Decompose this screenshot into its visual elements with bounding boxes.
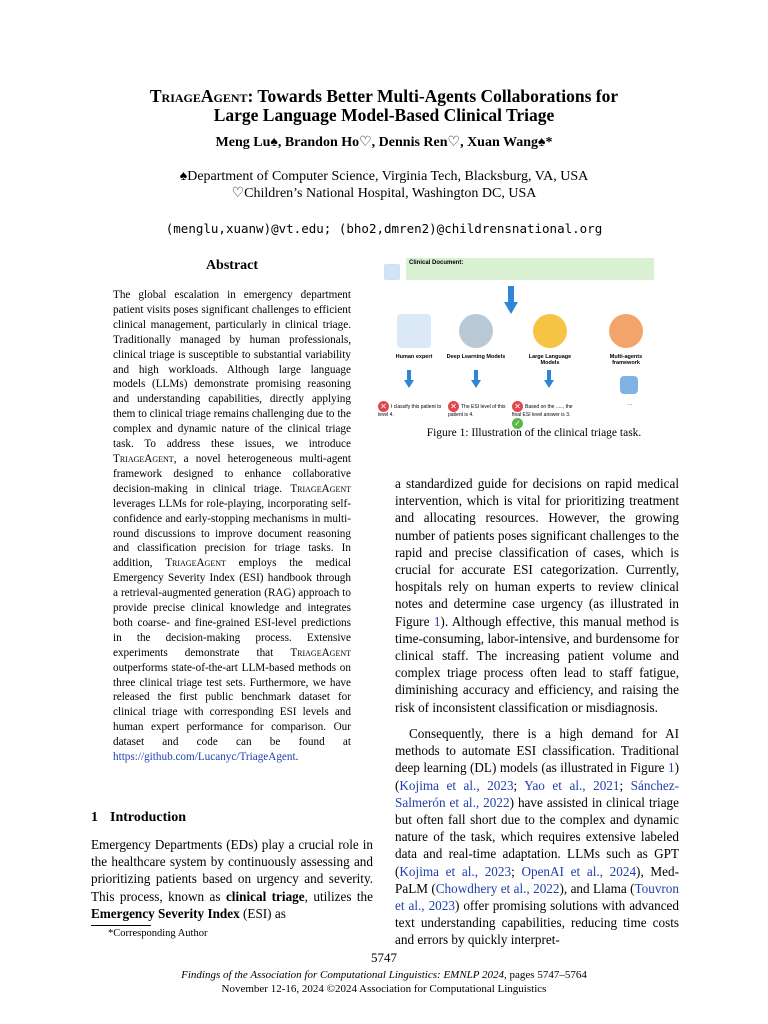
footnote-rule <box>91 925 151 926</box>
wrong-icon: ✕ <box>378 401 389 412</box>
column-human-expert <box>384 314 444 360</box>
system-name: TriageAgent <box>290 646 351 659</box>
column-multi-agent <box>596 314 656 366</box>
bold-term: Emergency Severity Index <box>91 905 240 921</box>
figure-ref-link[interactable]: 1 <box>668 760 675 776</box>
figure-caption: Figure 1: Illustration of the clinical triage task. <box>426 427 642 439</box>
clinical-document-box <box>406 258 654 280</box>
section-heading-introduction <box>91 810 198 826</box>
section-title: Introduction <box>110 810 186 825</box>
title-line2: Large Language Model-Based Clinical Triage <box>213 105 555 125</box>
title-rest: : Towards Better Multi-Agents Collaborations for <box>247 86 619 106</box>
github-link[interactable]: https://github.com/Lucanyc/TriageAgent <box>113 751 296 764</box>
right-paragraph-1: a standardized guide for decisions on rapid medical intervention, which is vital for prioritizing treatment and allocating resources. However, the growing number of patients poses significant challenges to the rapid and precise classification of cases, which is crucial for accurate ESI categorization. Currently, hospitals rely on human experts to review clinical notes and determine case urgency (as illustrated in Figure 1). Although effective, this manual method is time-consuming, labor-intensive, and burdensome for clinical staff. The increasing patient volume and complex triage process often lead to staff fatigue, diminishing accuracy and efficiency, and raising the risk of inconsistent classification or misdiagnosis. <box>395 476 679 715</box>
column-llm <box>520 314 580 366</box>
figure-ref-link[interactable]: 1 <box>433 613 441 629</box>
bold-term: clinical triage <box>225 888 305 904</box>
column-label: Human expert <box>395 354 433 360</box>
title-system-name: TriageAgent <box>149 86 248 106</box>
emoji-face-icon <box>533 314 567 348</box>
column-deep-learning <box>446 314 506 360</box>
robot-icon <box>459 314 493 348</box>
footnote: *Corresponding Author <box>108 928 208 939</box>
system-name: TriageAgent <box>290 482 351 495</box>
abstract-text: The global escalation in emergency department patient visits poses significant challenges to efficient clinical management, particularly in clinical triage. Traditionally managed by human professionals, clinical triage is susceptible to substantial variability and high workloads. Although large language models (LLMs) demonstrate promising reasoning and understanding capabilities, directly applying them to clinical triage remains challenging due to the complex and dynamic nature of the clinical triage task. To address these issues, we introduce <box>113 289 351 451</box>
agents-icon <box>620 376 638 394</box>
column-label: Deep Learning Models <box>446 354 506 360</box>
wrong-icon: ✕ <box>512 401 523 412</box>
authors: Meng Lu♠, Brandon Ho♡, Dennis Ren♡, Xuan Wang♠* <box>215 135 553 150</box>
affiliations <box>40 168 728 202</box>
abstract-heading: Abstract <box>205 258 259 273</box>
verdict-human: ✕ I classify this patient to level 4. <box>378 402 442 418</box>
venue-footer <box>0 968 768 996</box>
citation-link[interactable]: Touvron et al., 2023 <box>395 880 679 914</box>
abstract-text: outperforms state-of-the-art LLM-based methods on three clinical triage test sets. Furthermore, we have released the first public benchmark dataset for clinical triage with corresponding ESI levels and human expert performance for comparison. Our dataset and code can be found at <box>113 661 351 749</box>
abstract-text: employs the medical Emergency Severity Index (ESI) handbook through a retrieval-augmented generation (RAG) approach to provide precise clinical knowledge and integrates both coarse- and fine-grained ESI-level predictions in the decision-making process. Extensive experiments demonstrate that <box>113 557 351 659</box>
column-label: Large Language Models <box>528 354 572 366</box>
affiliation-cnh: ♡Children’s National Hospital, Washington DC, USA <box>231 186 537 201</box>
wrong-icon: ✕ <box>448 401 459 412</box>
citation-link[interactable]: Chowdhery et al., 2022 <box>435 880 560 896</box>
down-arrow-icon <box>471 370 481 388</box>
citation-link[interactable]: Kojima et al., 2023 <box>399 863 512 879</box>
intro-paragraph: Emergency Departments (EDs) play a crucial role in the healthcare system by continuously assessing and prioritizing patients based on urgency and severity. This process, known as clinical triage, utilizes the Emergency Severity Index (ESI) as <box>91 837 373 921</box>
citation-link[interactable]: OpenAI et al., 2024 <box>521 863 637 879</box>
emails: (menglu,xuanw)@vt.edu; (bho2,dmren2)@childrensnational.org <box>165 221 603 236</box>
clinical-document-label: Clinical Document: <box>409 260 464 266</box>
figure-1 <box>378 256 654 428</box>
column-label: Multi-agents framework <box>609 354 643 366</box>
citation-link[interactable]: Yao et al., 2021 <box>524 777 620 793</box>
down-arrow-icon <box>404 370 414 388</box>
page-number: 5747 <box>371 950 397 965</box>
verdict-llm: ✕ Based on the ....., the final ESI level answer is 3.✓ <box>512 402 573 428</box>
citation-link[interactable]: Sánchez-Salmerón et al., 2022 <box>395 777 679 810</box>
right-paragraph-2: Consequently, there is a high demand for AI methods to automate ESI classification. Traditional deep learning (DL) models (as illustrated in Figure 1) (Kojima et al., 2023; Yao et al., 2021; Sánchez-Salmerón et al., 2022) have assisted in clinical triage but often fall short due to the complex and dynamic nature of the task, which requires extensive labeled data and real-time adaptation. LLMs such as GPT (Kojima et al., 2023; OpenAI et al., 2024), Med-PaLM (Chowdhery et al., 2022), and Llama (Touvron et al., 2023) offer promising solutions with advanced text understanding capabilities, reducing time costs and errors by quickly interpret- <box>395 726 680 948</box>
citation-link[interactable]: Kojima et al., 2023 <box>399 777 514 793</box>
system-name: TriageAgent <box>165 557 226 570</box>
section-number: 1 <box>91 810 98 825</box>
venue-date: November 12-16, 2024 ©2024 Association for Computational Linguistics <box>221 983 547 995</box>
team-icon <box>609 314 643 348</box>
verdict-multi-agent: ... <box>628 401 633 407</box>
document-icon <box>384 264 400 280</box>
affiliation-vt: ♠Department of Computer Science, Virginia Tech, Blacksburg, VA, USA <box>179 169 589 184</box>
verdict-dl: ✕ The ESI level of this patient is 4. <box>448 402 506 418</box>
abstract-text: leverages LLMs for role-playing, incorporating self-confidence and early-stopping mechanisms in multi-round discussions to improve document reasoning and classification precision for triage tasks. In addition, <box>113 497 351 570</box>
venue-name: Findings of the Association for Computational Linguistics: EMNLP 2024 <box>181 969 505 981</box>
abstract-text: , a novel heterogeneous multi-agent framework designed to enhance collaborative decision-making in clinical triage. <box>113 452 351 495</box>
abstract-body: The global escalation in emergency department patient visits poses significant challenges to efficient clinical management, particularly in clinical triage. Traditionally managed by human professionals, clinical triage is susceptible to substantial variability and high workloads. Although large language models (LLMs) demonstrate promising reasoning and understanding capabilities, directly applying them to clinical triage remains challenging due to the complex and dynamic nature of the clinical triage task. To address these issues, we introduce TriageAgent, a novel heterogeneous multi-agent framework designed to enhance collaborative decision-making in clinical triage. TriageAgent leverages LLMs for role-playing, incorporating self-confidence and early-stopping mechanisms in multi-round discussions to improve document reasoning and classification precision for triage tasks. In addition, TriageAgent employs the medical Emergency Severity Index (ESI) handbook through a retrieval-augmented generation (RAG) approach to provide precise clinical knowledge and integrates both coarse- and fine-grained ESI-level predictions in the decision-making process. Extensive experiments demonstrate that TriageAgent outperforms state-of-the-art LLM-based methods on three clinical triage test sets. Furthermore, we have released the first public benchmark dataset for clinical triage with corresponding ESI levels and human expert performance for comparison. Our dataset and code can be found at https://github.com/Lucanyc/TriageAgent. <box>113 289 351 764</box>
down-arrow-icon <box>544 370 554 388</box>
paper-title <box>40 87 728 125</box>
doctor-icon <box>397 314 431 348</box>
check-icon: ✓ <box>512 418 523 429</box>
venue-pages: , pages 5747–5764 <box>504 969 587 981</box>
system-name: TriageAgent <box>113 452 174 465</box>
down-arrow-icon <box>504 286 518 314</box>
